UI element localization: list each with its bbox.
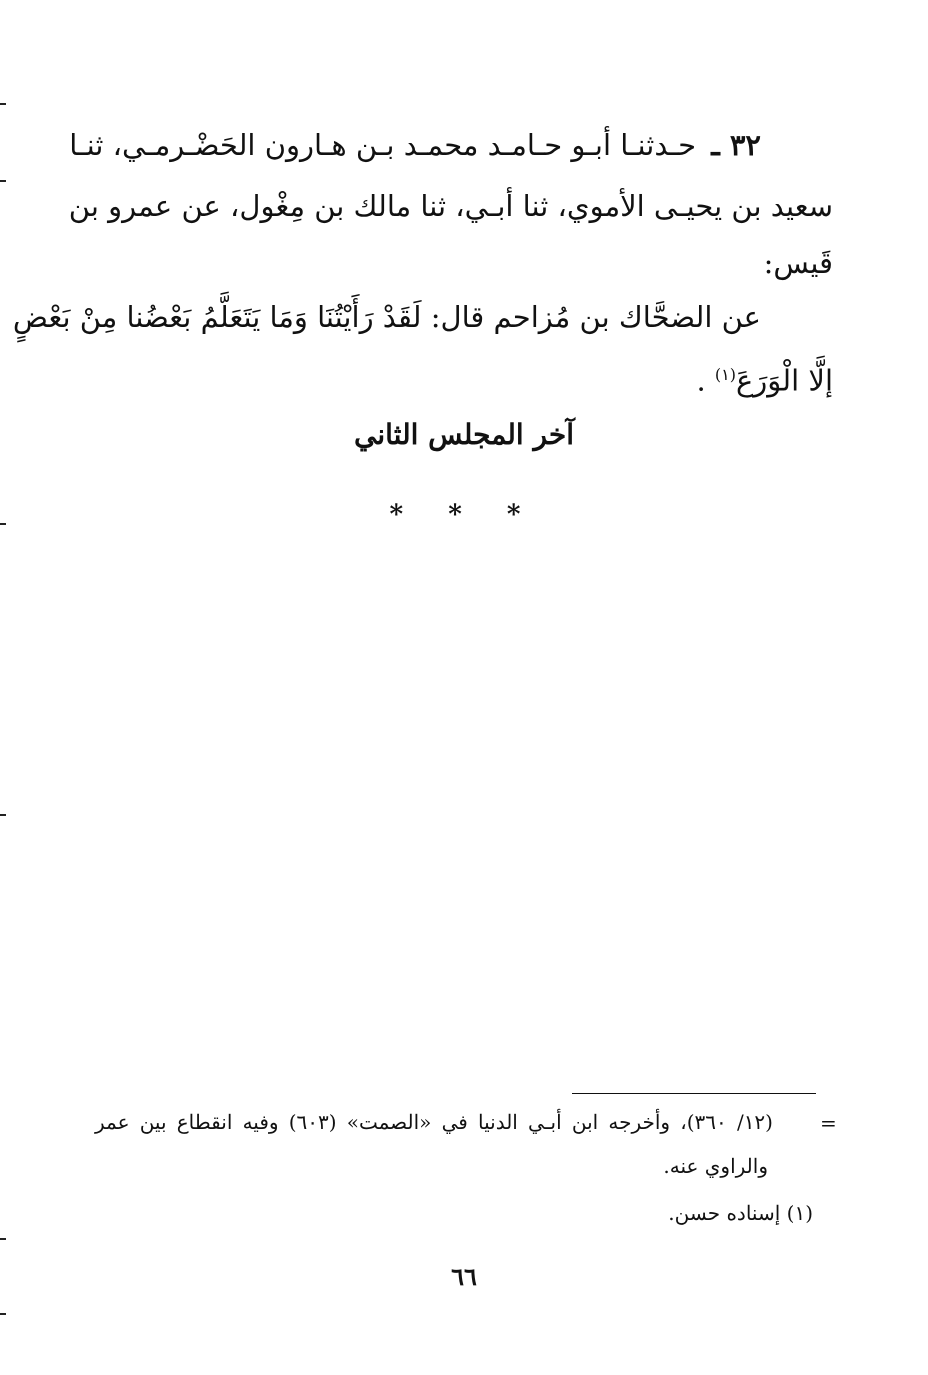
text-line-4: عن الضحَّاك بن مُزاحم قال: لَقَدْ رَأَيْتُنَا وَمَا يَتَعَلَّمُ بَعْضُنا مِنْ بَعْضٍ: [12, 300, 761, 334]
scan-edge-mark: [0, 1238, 6, 1240]
scan-edge-mark: [0, 1313, 6, 1315]
scan-edge-mark: [0, 814, 6, 816]
text-line-5: [696, 355, 833, 401]
footnote-continuation-mark: =: [820, 1111, 837, 1135]
footnote-divider: [572, 1093, 816, 1094]
section-separator: * * *: [389, 500, 539, 530]
scan-edge-mark: [0, 523, 6, 525]
scan-edge-mark: [0, 103, 6, 105]
footnote-ref-1: (١): [714, 365, 736, 384]
text-line-1-body: حـدثنـا أبـو حـامـد محمـد بـن هـارون الحَضْـرمـي، ثنـا: [69, 128, 697, 162]
footnote-continuation-line-2: والراوي عنه.: [663, 1154, 768, 1178]
text-line-3: قَيس:: [763, 246, 833, 280]
page-number: ٦٦: [451, 1262, 477, 1291]
text-line-5-end: .: [696, 363, 706, 398]
text-line-1: [69, 125, 761, 165]
text-line-2: سعيد بن يحيـى الأموي، ثنا أبـي، ثنا مالك بن مِغْول، عن عمرو بن: [68, 189, 833, 223]
section-end-heading: آخر المجلس الثاني: [354, 418, 574, 451]
footnote-1: (١) إسناده حسن.: [668, 1201, 813, 1225]
scan-edge-mark: [0, 180, 6, 182]
hadith-number: ٣٢ ـ: [711, 128, 761, 162]
footnote-continuation-line-1: (١٢/ ٣٦٠)، وأخرجه ابن أبـي الدنيا في «الصمت» (٦٠٣) وفيه انقطاع بين عمر: [95, 1110, 773, 1134]
text-line-5-body: إلَّا الْوَرَعَ: [736, 363, 833, 398]
